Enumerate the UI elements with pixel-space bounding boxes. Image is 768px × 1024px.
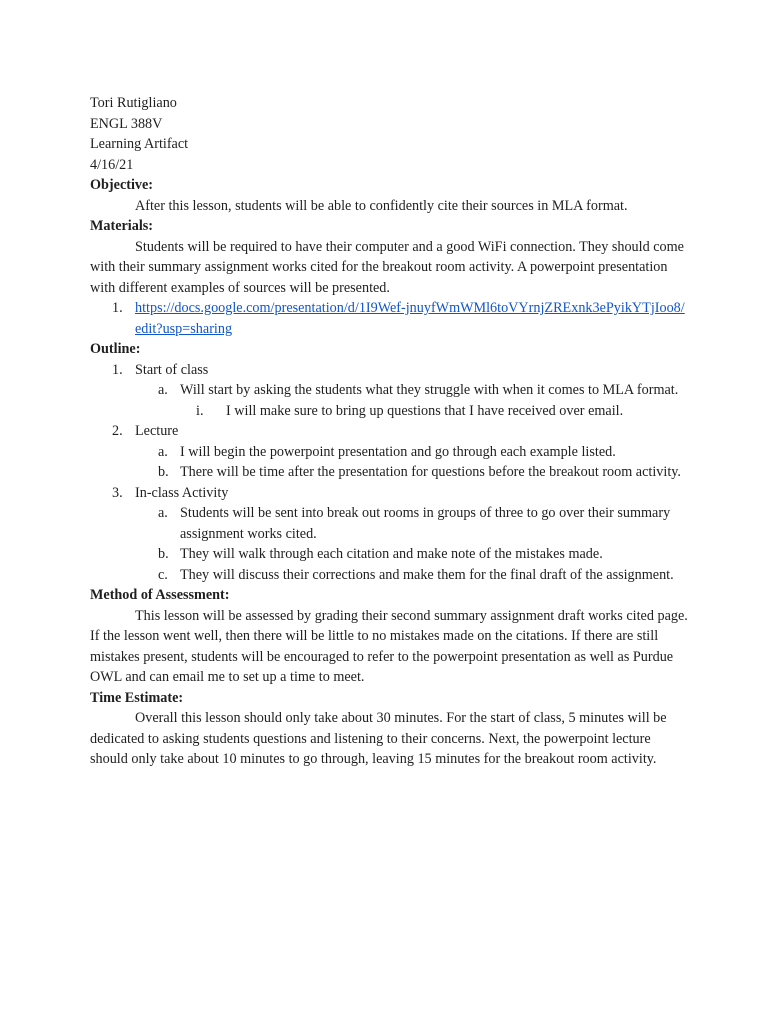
outline-subitem: [90, 544, 690, 565]
presentation-link[interactable]: https://docs.google.com/presentation/d/1I9Wef-jnuyfWmWMl6toVYrnjZRExnk3ePyikYTjIoo8/edit?usp=sharing: [135, 300, 685, 337]
time-estimate-text: Overall this lesson should only take about 30 minutes. For the start of class, 5 minutes will be dedicated to asking students questions and listening to their concerns. Next, the powerpoint lecture should only take about 10 minutes to go through, leaving 15 minutes for the breakout room activity.: [90, 710, 667, 767]
author-name: Tori Rutigliano: [90, 95, 177, 111]
list-item-label: In-class Activity: [135, 484, 229, 501]
list-marker: a.: [158, 505, 168, 521]
outline-subitem: [90, 503, 690, 544]
list-item-text: They will discuss their corrections and make them for the final draft of the assignment.: [180, 566, 674, 583]
list-item-text: There will be time after the presentation for questions before the breakout room activity.: [180, 464, 681, 480]
list-marker: a.: [158, 443, 168, 460]
list-marker: b.: [158, 464, 169, 480]
list-marker: 3.: [112, 484, 123, 501]
outline-subsubitem: [90, 401, 690, 422]
outline-item-lecture: [90, 421, 690, 442]
list-marker: a.: [158, 382, 168, 398]
list-item-label: Start of class: [135, 361, 209, 378]
list-marker: c.: [158, 566, 168, 583]
list-item-text: I will make sure to bring up questions that I have received over email.: [226, 402, 624, 419]
assessment-text: This lesson will be assessed by grading their second summary assignment draft works cited page. If the lesson went well, then there will be little to no mistakes made on the citations. If there are still mistakes present, students will be encouraged to refer to the powerpoint presentation as well as Purdue OWL and can email me to set up a time to meet.: [90, 607, 688, 685]
materials-text: Students will be required to have their computer and a good WiFi connection. They should come with their summary assignment works cited for the breakout room activity. A powerpoint presentation with different examples of sources will be presented.: [90, 238, 684, 296]
assessment-heading: Method of Assessment:: [90, 587, 230, 603]
document-date: 4/16/21: [90, 156, 134, 173]
objective-text: After this lesson, students will be able to confidently cite their sources in MLA format.: [135, 197, 628, 214]
list-item-label: Lecture: [135, 423, 179, 439]
document-page: [90, 93, 690, 770]
list-marker: i.: [196, 402, 204, 419]
outline-subitem: [90, 462, 690, 483]
document-title: Learning Artifact: [90, 136, 189, 152]
list-item-text: Will start by asking the students what they struggle with when it comes to MLA format.: [180, 382, 679, 398]
list-item-text: I will begin the powerpoint presentation and go through each example listed.: [180, 443, 616, 460]
list-marker: b.: [158, 546, 169, 562]
outline-subitem: [90, 565, 690, 586]
list-marker: 2.: [112, 423, 123, 439]
list-item-text: Students will be sent into break out rooms in groups of three to go over their summary assignment works cited.: [180, 505, 671, 542]
list-marker: 1.: [112, 300, 123, 316]
materials-heading: Materials:: [90, 218, 154, 234]
materials-link-item: [90, 298, 690, 339]
outline-item-start-of-class: [90, 360, 690, 381]
outline-subitem: [90, 380, 690, 401]
time-estimate-heading: Time Estimate:: [90, 689, 184, 706]
course-code: ENGL 388V: [90, 115, 163, 132]
objective-heading: Objective:: [90, 177, 154, 193]
outline-heading: Outline:: [90, 341, 141, 357]
list-item-text: They will walk through each citation and make note of the mistakes made.: [180, 546, 603, 562]
outline-item-in-class-activity: [90, 483, 690, 504]
outline-subitem: [90, 442, 690, 463]
list-marker: 1.: [112, 361, 123, 378]
